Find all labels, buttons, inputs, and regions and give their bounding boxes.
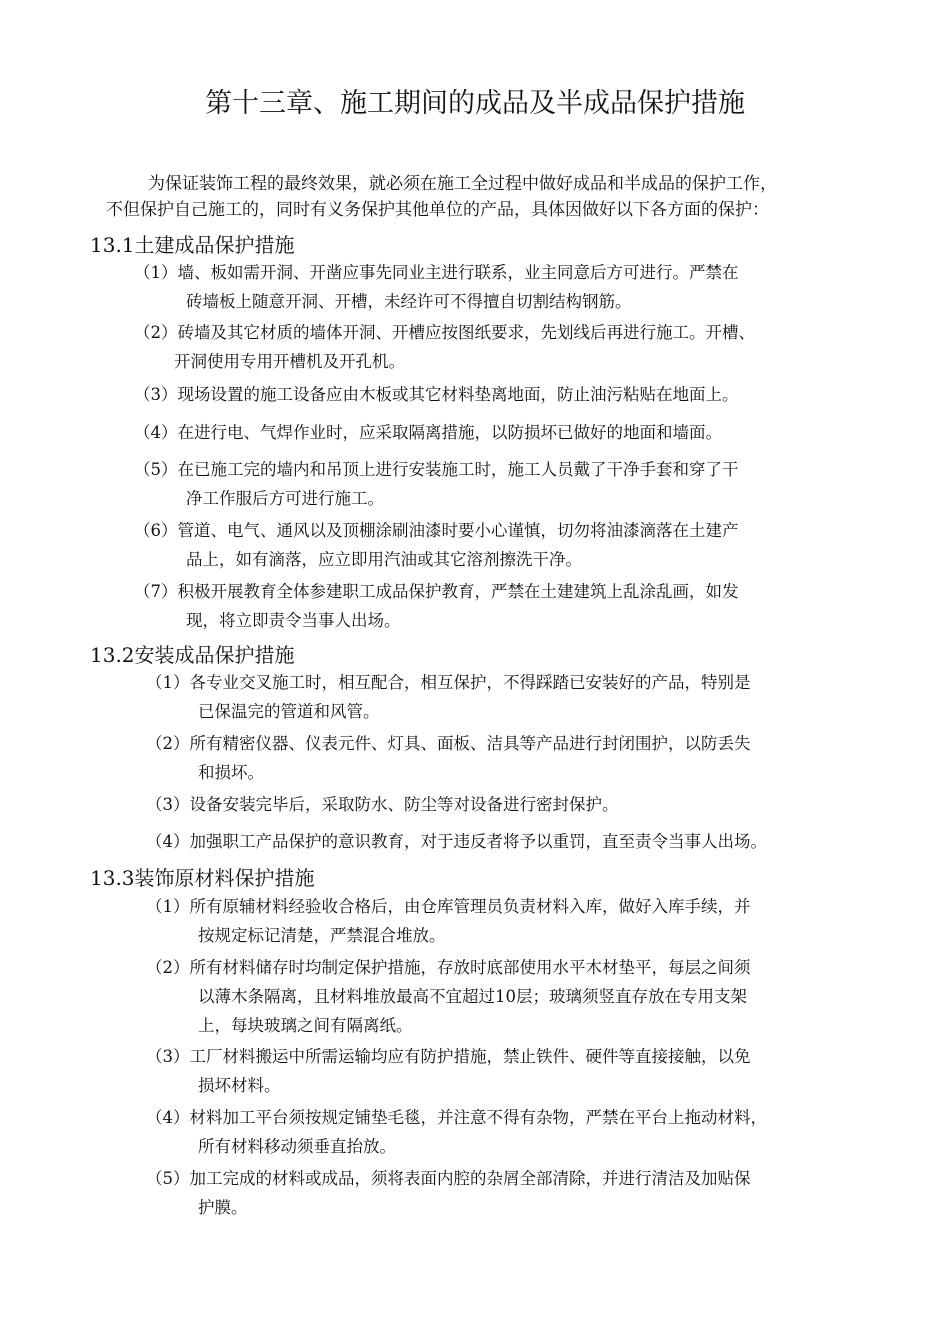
section-heading: 13.3装饰原材料保护措施 <box>90 866 315 890</box>
list-item <box>134 418 864 447</box>
list-item <box>146 668 876 726</box>
item-line: （4）材料加工平台须按规定铺垫毛毯，并注意不得有杂物，严禁在平台上拖动材料， <box>146 1108 767 1127</box>
list-item <box>134 577 864 635</box>
list-item <box>134 318 864 376</box>
intro-line-2: 不但保护自己施工的，同时有义务保护其他单位的产品，具体因做好以下各方面的保护： <box>106 200 769 220</box>
item-line: （5）加工完成的材料或成品，须将表面内腔的杂屑全部清除，并进行清洁及加贴保 <box>146 1169 751 1188</box>
item-line: 砖墙板上随意开洞、开槽，未经许可不得擅自切割结构钢筋。 <box>186 292 632 311</box>
item-line: （7）积极开展教育全体参建职工成品保护教育，严禁在土建建筑上乱涂乱画，如发 <box>134 582 739 601</box>
item-line: 现，将立即责令当事人出场。 <box>186 611 401 630</box>
list-item <box>134 516 864 574</box>
item-line: 所有材料移动须垂直抬放。 <box>198 1137 396 1156</box>
list-item <box>146 1103 876 1161</box>
list-item <box>146 729 876 787</box>
item-line: 已保温完的管道和风管。 <box>198 702 380 721</box>
item-line: 净工作服后方可进行施工。 <box>186 489 384 508</box>
item-line: （1）各专业交叉施工时，相互配合，相互保护，不得踩踏已安装好的产品，特别是 <box>146 673 751 692</box>
item-line: 上，每块玻璃之间有隔离纸。 <box>198 1016 413 1035</box>
item-line: 以薄木条隔离，且材料堆放最高不宜超过10层；玻璃须竖直存放在专用支架 <box>198 987 747 1006</box>
item-line: （6）管道、电气、通风以及顶棚涂刷油漆时要小心谨慎，切勿将油漆滴落在土建产 <box>134 521 739 540</box>
list-item <box>146 790 876 819</box>
list-item <box>134 380 864 409</box>
item-line: 品上，如有滴落，应立即用汽油或其它溶剂擦洗干净。 <box>186 550 582 569</box>
list-item <box>146 1164 876 1222</box>
item-line: 护膜。 <box>198 1198 248 1217</box>
section-heading: 13.1土建成品保护措施 <box>90 233 295 257</box>
item-line: （2）所有材料储存时均制定保护措施，存放时底部使用水平木材垫平，每层之间须 <box>146 958 751 977</box>
item-line: （2）所有精密仪器、仪表元件、灯具、面板、洁具等产品进行封闭围护，以防丢失 <box>146 734 751 753</box>
item-line: （5）在已施工完的墙内和吊顶上进行安装施工时，施工人员戴了干净手套和穿了干 <box>134 460 739 479</box>
list-item <box>146 1042 876 1100</box>
item-line: 按规定标记清楚，严禁混合堆放。 <box>198 926 446 945</box>
item-line: 损坏材料。 <box>198 1076 281 1095</box>
list-item <box>146 953 876 1040</box>
list-item <box>146 827 876 856</box>
item-line: （3）现场设置的施工设备应由木板或其它材料垫离地面，防止油污粘贴在地面上。 <box>134 385 739 404</box>
item-line: 开洞使用专用开槽机及开孔机。 <box>174 352 405 371</box>
item-line: 和损坏。 <box>198 763 264 782</box>
page-title: 第十三章、施工期间的成品及半成品保护措施 <box>205 88 745 119</box>
list-item <box>146 892 876 950</box>
intro-line-1: 为保证装饰工程的最终效果，就必须在施工全过程中做好成品和半成品的保护工作， <box>148 174 777 194</box>
list-item <box>134 258 864 316</box>
item-line: （1）所有原辅材料经验收合格后，由仓库管理员负责材料入库，做好入库手续，并 <box>146 897 751 916</box>
section-heading: 13.2安装成品保护措施 <box>90 643 295 667</box>
item-line: （4）在进行电、气焊作业时，应采取隔离措施，以防损坏已做好的地面和墙面。 <box>134 423 722 442</box>
item-line: （1）墙、板如需开洞、开凿应事先同业主进行联系，业主同意后方可进行。严禁在 <box>134 263 739 282</box>
item-line: （3）设备安装完毕后，采取防水、防尘等对设备进行密封保护。 <box>146 795 619 814</box>
item-line: （4）加强职工产品保护的意识教育，对于违反者将予以重罚，直至责令当事人出场。 <box>146 832 767 851</box>
item-line: （2）砖墙及其它材质的墙体开洞、开槽应按图纸要求，先划线后再进行施工。开槽、 <box>134 323 755 342</box>
list-item <box>134 455 864 513</box>
item-line: （3）工厂材料搬运中所需运输均应有防护措施，禁止铁件、硬件等直接接触，以免 <box>146 1047 751 1066</box>
